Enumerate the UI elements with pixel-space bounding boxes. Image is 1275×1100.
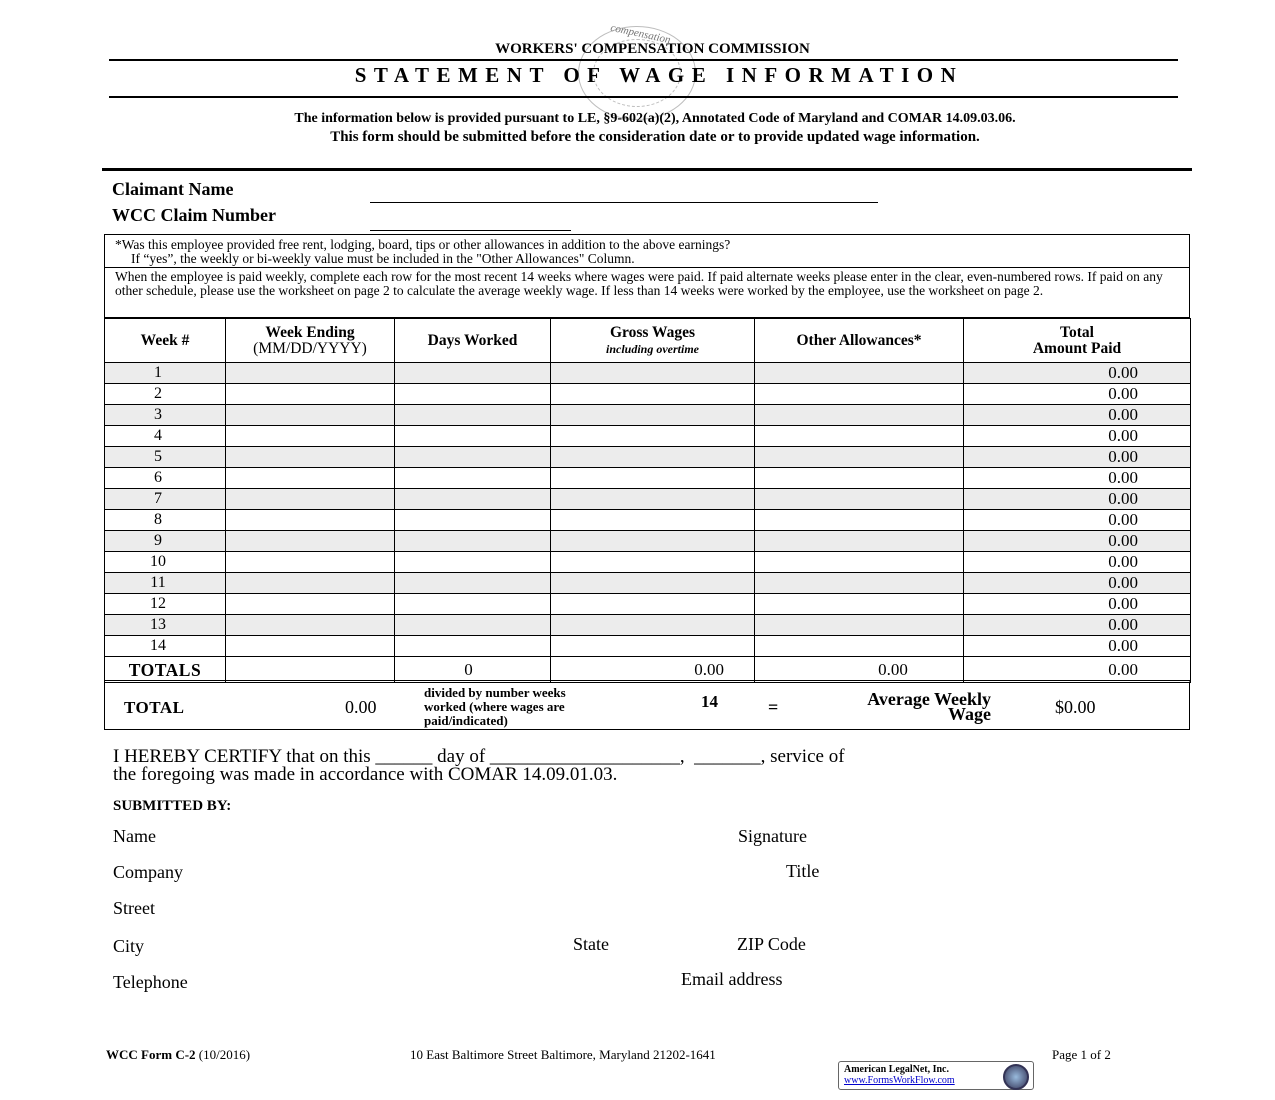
title-label: Title — [786, 861, 820, 881]
week-ending-cell[interactable] — [226, 426, 395, 447]
page-title: STATEMENT OF WAGE INFORMATION — [354, 63, 964, 87]
vendor-link[interactable]: www.FormsWorkFlow.com — [844, 1075, 955, 1086]
total-amount-cell: 0.00 — [964, 447, 1191, 468]
signature-label: Signature — [738, 826, 807, 846]
gross-wages-cell[interactable] — [551, 405, 755, 426]
header-rule-top — [109, 59, 1178, 61]
telephone-label: Telephone — [113, 972, 188, 992]
total-amount-cell: 0.00 — [964, 426, 1191, 447]
table-row — [105, 363, 1191, 384]
totals-other: 0.00 — [755, 657, 964, 683]
table-row — [105, 426, 1191, 447]
gross-wages-cell[interactable] — [551, 363, 755, 384]
col-week-ending-label: Week Ending — [265, 323, 355, 341]
days-worked-cell[interactable] — [395, 384, 551, 405]
claimant-name-field[interactable] — [370, 180, 878, 203]
col-gross-sub: including overtime — [606, 341, 699, 356]
allowance-question: *Was this employee provided free rent, lodging, board, tips or other allowances in addition to the above earnings? — [115, 237, 731, 252]
week-number: 13 — [105, 615, 226, 636]
col-gross-label: Gross Wages — [609, 323, 696, 341]
col-gross-wages — [551, 319, 755, 363]
totals-amount: 0.00 — [964, 657, 1191, 683]
divided-text-3: paid/indicated) — [424, 713, 508, 728]
total-amount-cell: 0.00 — [964, 531, 1191, 552]
table-row — [105, 405, 1191, 426]
other-allowances-cell[interactable] — [755, 531, 964, 552]
col-days-worked: Days Worked — [395, 319, 551, 363]
gross-wages-cell[interactable] — [551, 489, 755, 510]
header-rule-bottom — [109, 96, 1178, 98]
days-worked-cell[interactable] — [395, 552, 551, 573]
week-number: 7 — [105, 489, 226, 510]
table-row — [105, 510, 1191, 531]
average-wage-box — [104, 680, 1190, 730]
divided-by-text — [424, 686, 566, 728]
certify-line-2: the foregoing was made in accordance with COMAR 14.09.01.03. — [113, 764, 618, 785]
vendor-globe-icon — [1003, 1064, 1029, 1090]
gross-wages-cell[interactable] — [551, 594, 755, 615]
total-amount-cell: 0.00 — [964, 405, 1191, 426]
equals-sign: = — [768, 697, 779, 717]
week-ending-cell[interactable] — [226, 468, 395, 489]
table-row — [105, 615, 1191, 636]
other-allowances-cell[interactable] — [755, 384, 964, 405]
days-worked-cell[interactable] — [395, 447, 551, 468]
other-allowances-cell[interactable] — [755, 552, 964, 573]
other-allowances-cell[interactable] — [755, 594, 964, 615]
instructions-text: When the employee is paid weekly, complete each row for the most recent 14 weeks where wages were paid. If paid alternate weeks please enter in the clear, even-numbered rows. If paid on any other schedule, please use the worksheet on page 2 to calculate the average weekly wage. If less than 14 weeks were worked by the employee, use the worksheet on page 2. — [115, 269, 1163, 298]
col-total-amount — [964, 319, 1191, 363]
divided-text-2: worked (where wages are — [424, 699, 565, 714]
certify-line-1: I HEREBY CERTIFY that on this ______ day of ____________________, _______, service of — [113, 746, 845, 767]
days-worked-cell[interactable] — [395, 615, 551, 636]
days-worked-cell[interactable] — [395, 573, 551, 594]
week-number: 8 — [105, 510, 226, 531]
total-amount-cell: 0.00 — [964, 552, 1191, 573]
week-ending-cell[interactable] — [226, 615, 395, 636]
form-id-code: WCC Form C-2 — [106, 1047, 196, 1062]
allowance-note: If “yes”, the weekly or bi-weekly value must be included in the "Other Allowances" Column. — [131, 251, 635, 266]
col-week-ending-format: (MM/DD/YYYY) — [253, 339, 367, 357]
gross-wages-cell[interactable] — [551, 552, 755, 573]
divided-text-1: divided by number weeks — [424, 685, 566, 700]
street-label: Street — [113, 898, 155, 918]
gross-wages-cell[interactable] — [551, 426, 755, 447]
gross-wages-cell[interactable] — [551, 615, 755, 636]
page-number: Page 1 of 2 — [1052, 1047, 1111, 1062]
city-label: City — [113, 936, 145, 956]
section-rule — [102, 168, 1192, 171]
week-ending-cell[interactable] — [226, 573, 395, 594]
form-date: (10/2016) — [198, 1047, 251, 1062]
seal-text: compensation — [609, 21, 672, 47]
days-worked-cell[interactable] — [395, 405, 551, 426]
week-ending-cell[interactable] — [226, 384, 395, 405]
gross-wages-cell[interactable] — [551, 573, 755, 594]
week-number: 9 — [105, 531, 226, 552]
week-number: 1 — [105, 363, 226, 384]
week-ending-cell[interactable] — [226, 636, 395, 657]
col-week-ending — [226, 319, 395, 363]
total-amount-cell: 0.00 — [964, 573, 1191, 594]
week-number: 4 — [105, 426, 226, 447]
total-value: 0.00 — [345, 697, 377, 717]
week-number: 2 — [105, 384, 226, 405]
intro-line-1: The information below is provided pursuant to LE, §9-602(a)(2), Annotated Code of Maryland and COMAR 14.09.03.06. — [294, 111, 1016, 126]
commission-name: WORKERS' COMPENSATION COMMISSION — [495, 41, 810, 57]
week-number: 6 — [105, 468, 226, 489]
table-row — [105, 447, 1191, 468]
week-ending-cell[interactable] — [226, 489, 395, 510]
col-amount-label: Amount Paid — [1032, 339, 1122, 357]
other-allowances-cell[interactable] — [755, 510, 964, 531]
gross-wages-cell[interactable] — [551, 510, 755, 531]
zip-label: ZIP Code — [737, 934, 806, 954]
week-number: 5 — [105, 447, 226, 468]
week-ending-cell[interactable] — [226, 594, 395, 615]
week-number: 10 — [105, 552, 226, 573]
week-ending-cell[interactable] — [226, 531, 395, 552]
other-allowances-cell[interactable] — [755, 573, 964, 594]
days-worked-cell[interactable] — [395, 426, 551, 447]
name-label: Name — [113, 826, 156, 846]
week-number: 12 — [105, 594, 226, 615]
wage-table — [104, 318, 1191, 683]
average-weekly-wage-label — [815, 689, 991, 724]
table-row — [105, 468, 1191, 489]
claim-number-label: WCC Claim Number — [112, 205, 276, 225]
week-ending-cell[interactable] — [226, 447, 395, 468]
total-amount-cell: 0.00 — [964, 363, 1191, 384]
table-row — [105, 531, 1191, 552]
other-allowances-cell[interactable] — [755, 405, 964, 426]
gross-wages-cell[interactable] — [551, 468, 755, 489]
claimant-name-label: Claimant Name — [112, 179, 234, 199]
total-amount-cell: 0.00 — [964, 384, 1191, 405]
total-label: TOTAL — [124, 698, 185, 717]
form-id — [106, 1047, 250, 1063]
vendor-badge[interactable] — [838, 1061, 1034, 1090]
col-week: Week # — [105, 319, 226, 363]
days-worked-cell[interactable] — [395, 363, 551, 384]
total-amount-cell: 0.00 — [964, 594, 1191, 615]
col-total-label: Total — [1060, 323, 1094, 341]
total-amount-cell: 0.00 — [964, 636, 1191, 657]
week-ending-cell[interactable] — [226, 552, 395, 573]
claim-number-field[interactable] — [370, 208, 571, 231]
week-number: 11 — [105, 573, 226, 594]
totals-row — [105, 657, 1191, 683]
instructions-box — [104, 234, 1190, 318]
totals-days: 0 — [395, 657, 551, 683]
week-number: 14 — [105, 636, 226, 657]
week-ending-cell[interactable] — [226, 363, 395, 384]
table-row — [105, 636, 1191, 657]
other-allowances-cell[interactable] — [755, 426, 964, 447]
table-row — [105, 594, 1191, 615]
submitted-by-heading: SUBMITTED BY: — [113, 798, 232, 814]
other-allowances-cell[interactable] — [755, 468, 964, 489]
table-row — [105, 552, 1191, 573]
days-worked-cell[interactable] — [395, 531, 551, 552]
email-label: Email address — [681, 969, 783, 989]
days-worked-cell[interactable] — [395, 636, 551, 657]
total-amount-cell: 0.00 — [964, 615, 1191, 636]
totals-label: TOTALS — [105, 657, 226, 683]
other-allowances-cell[interactable] — [755, 363, 964, 384]
totals-week-ending — [226, 657, 395, 683]
table-row — [105, 489, 1191, 510]
days-worked-cell[interactable] — [395, 468, 551, 489]
avg-label-1: Average Weekly — [867, 689, 991, 709]
gross-wages-cell[interactable] — [551, 636, 755, 657]
totals-gross: 0.00 — [551, 657, 755, 683]
days-worked-cell[interactable] — [395, 594, 551, 615]
table-row — [105, 573, 1191, 594]
total-amount-cell: 0.00 — [964, 468, 1191, 489]
commission-address: 10 East Baltimore Street Baltimore, Maryland 21202-1641 — [410, 1047, 716, 1062]
other-allowances-cell[interactable] — [755, 489, 964, 510]
state-label: State — [573, 934, 609, 954]
weeks-count: 14 — [701, 692, 718, 711]
col-other-allowances: Other Allowances* — [755, 319, 964, 363]
table-row — [105, 384, 1191, 405]
total-amount-cell: 0.00 — [964, 489, 1191, 510]
week-number: 3 — [105, 405, 226, 426]
gross-wages-cell[interactable] — [551, 447, 755, 468]
avg-label-2: Wage — [948, 704, 991, 724]
total-amount-cell: 0.00 — [964, 510, 1191, 531]
intro-line-2: This form should be submitted before the consideration date or to provide updated wage information. — [330, 129, 980, 145]
allowance-note-section — [105, 235, 1189, 268]
other-allowances-cell[interactable] — [755, 636, 964, 657]
week-ending-cell[interactable] — [226, 510, 395, 531]
week-ending-cell[interactable] — [226, 405, 395, 426]
vendor-name: American LegalNet, Inc. — [844, 1064, 949, 1075]
days-worked-cell[interactable] — [395, 510, 551, 531]
gross-wages-cell[interactable] — [551, 531, 755, 552]
company-label: Company — [113, 862, 183, 882]
other-allowances-cell[interactable] — [755, 447, 964, 468]
other-allowances-cell[interactable] — [755, 615, 964, 636]
average-weekly-wage-value: $0.00 — [1055, 697, 1096, 717]
gross-wages-cell[interactable] — [551, 384, 755, 405]
days-worked-cell[interactable] — [395, 489, 551, 510]
